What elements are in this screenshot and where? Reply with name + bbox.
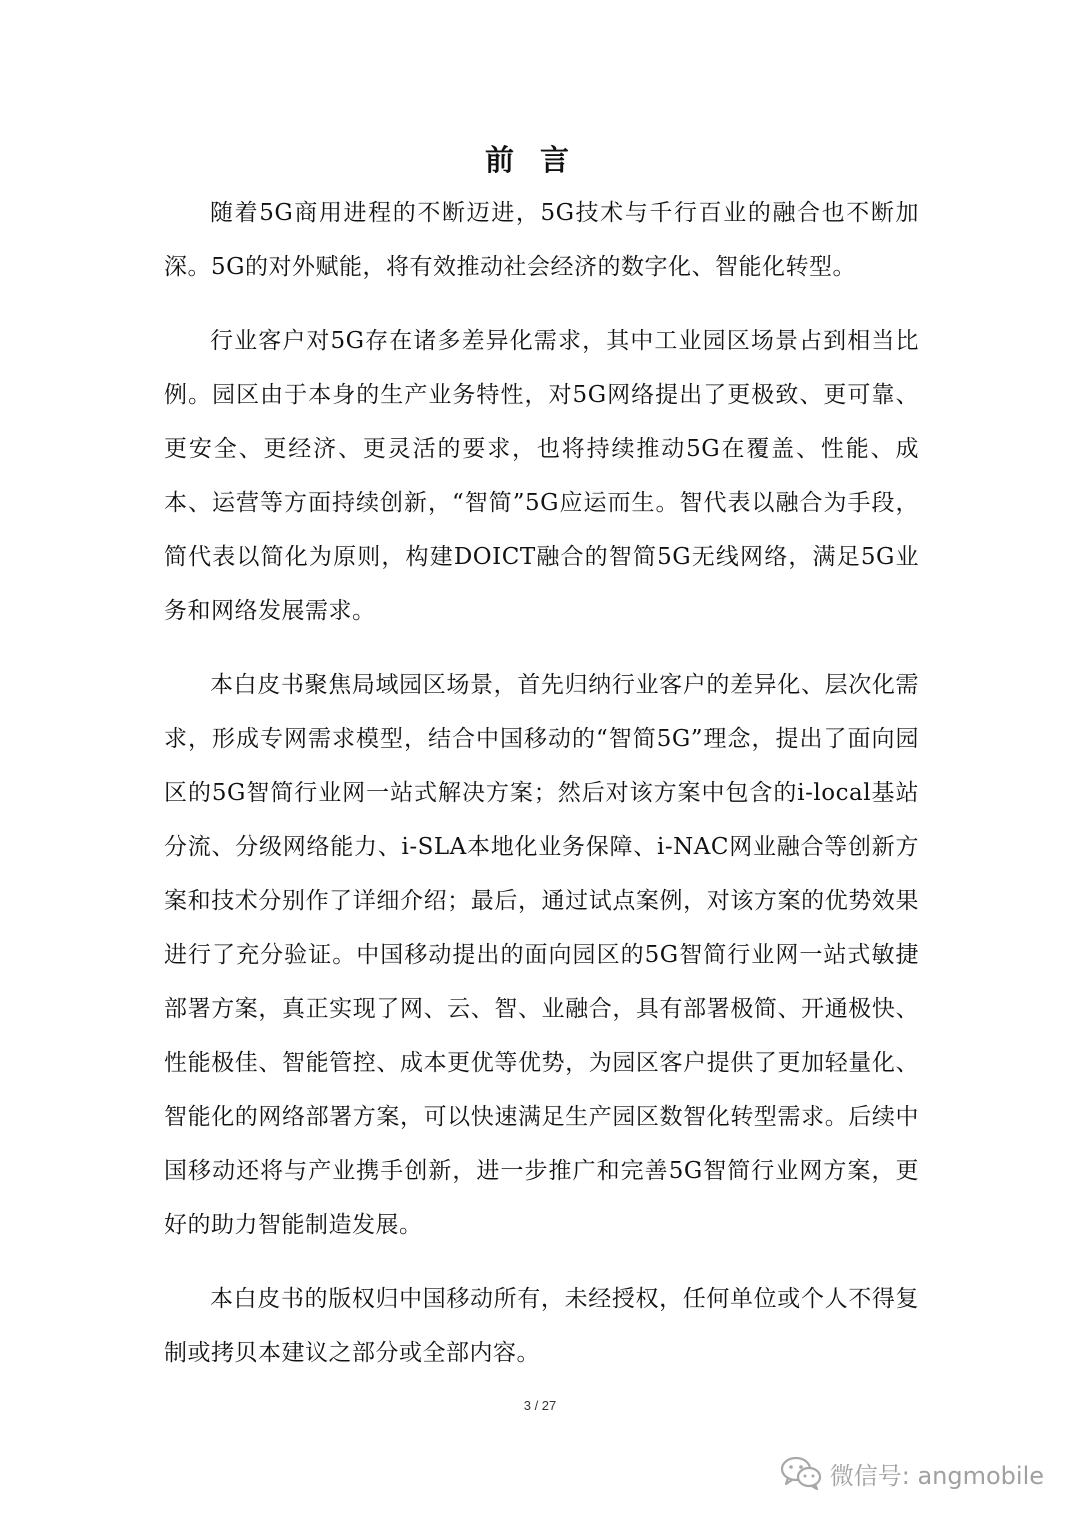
page-title: 前言 — [484, 143, 595, 177]
paragraph-3: 本白皮书聚焦局域园区场景，首先归纳行业客户的差异化、层次化需求，形成专网需求模型，结合中国移动的“智简5G”理念，提出了面向园区的5G智简行业网一站式解决方案；然后对该方案中包含的i-local基站分流、分级网络能力、i-SLA本地化业务保障、i-NAC网业融合等创新方案和技术分别作了详细介绍；最后，通过试点案例，对该方案的优势效果进行了充分验证。中国移动提出的面向园区的5G智简行业网一站式敏捷部署方案，真正实现了网、云、智、业融合，具有部署极简、开通极快、性能极佳、智能管控、成本更优等优势，为园区客户提供了更加轻量化、智能化的网络部署方案，可以快速满足生产园区数智化转型需求。后续中国移动还将与产业携手创新，进一步推广和完善5G智简行业网方案，更好的助力智能制造发展。 — [164, 672, 919, 1238]
paragraph-2: 行业客户对5G存在诸多差异化需求，其中工业园区场景占到相当比例。园区由于本身的生产业务特性，对5G网络提出了更极致、更可靠、更安全、更经济、更灵活的要求，也将持续推动5G在覆盖、性能、成本、运营等方面持续创新，“智简”5G应运而生。智代表以融合为手段，简代表以简化为原则，构建DOICT融合的智简5G无线网络，满足5G业务和网络发展需求。 — [164, 328, 919, 624]
page-number: 3 / 27 — [523, 1398, 557, 1413]
watermark-text: 微信号: angmobile — [829, 1461, 1044, 1490]
body-text — [164, 186, 919, 1400]
paragraph-4: 本白皮书的版权归中国移动所有，未经授权，任何单位或个人不得复制或拷贝本建议之部分或全部内容。 — [164, 1286, 919, 1366]
wechat-watermark — [780, 1455, 1044, 1491]
paragraph-1: 随着5G商用进程的不断迈进，5G技术与千行百业的融合也不断加深。5G的对外赋能，将有效推动社会经济的数字化、智能化转型。 — [164, 200, 919, 280]
wechat-icon — [780, 1455, 822, 1491]
